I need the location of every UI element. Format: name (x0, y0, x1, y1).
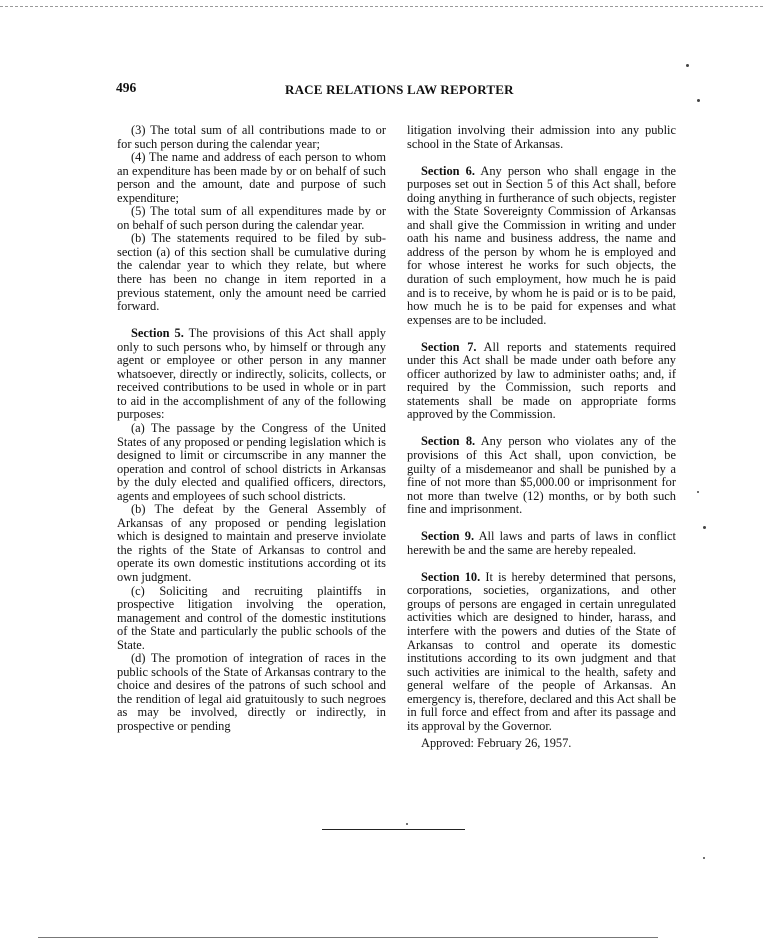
approval-date: Approved: February 26, 1957. (421, 736, 572, 751)
scan-speck (703, 857, 705, 859)
section-7-paragraph: Section 7. All reports and statements required under this Act shall be made under oath before any officer authorized by law to administer oaths; and, if required by the Commission, such reports and statements shall be made on appropriate forms approved by the Commission. (407, 339, 677, 422)
end-rule (322, 829, 465, 830)
paragraph: (b) The statements required to be filed by sub-section (a) of this section shall be cumulative during the calendar year to which they relate, but where there has been no change in item reported in a previous statement, only the amount need be carried forward. (117, 231, 386, 314)
paragraph: litigation involving their admission into any public school in the State of Arkansas. (407, 123, 676, 151)
paragraph: (c) Soliciting and recruiting plaintiffs in prospective litigation involving the operation, management and control of the domestic institutions of the State and particularly the public schools of the State. (117, 583, 386, 652)
paragraph: (4) The name and address of each person to whom an expenditure has been made by or on behalf of such person and the amount, date and purpose of such expenditure; (117, 150, 386, 205)
paragraph: (d) The promotion of integration of races in the public schools of the State of Arkansas contrary to the choice and desires of the patrons of such school and the rendition of legal aid gratuitously to such negroes as may be involved, directly or indirectly, in prospective or pending (117, 651, 386, 734)
section-heading: Section 9. (421, 529, 475, 544)
section-heading: Section 6. (421, 163, 475, 178)
running-title: RACE RELATIONS LAW REPORTER (285, 82, 514, 97)
paragraph: (a) The passage by the Congress of the United States of any proposed or pending legislation which is designed to limit or circumscribe in any manner the operation and control of school districts in Arkansas by the duly elected and qualified officers, directors, agents and employees of such school districts. (117, 420, 386, 503)
scan-speck (686, 64, 689, 67)
section-heading: Section 8. (421, 434, 476, 449)
scan-speck (406, 823, 408, 825)
section-9-paragraph: Section 9. All laws and parts of laws in conflict herewith be and the same are hereby repealed. (407, 529, 676, 557)
paragraph: (3) The total sum of all contributions made to or for such person during the calendar year; (117, 123, 386, 151)
scan-speck (697, 99, 700, 102)
scan-bottom-line (38, 937, 658, 938)
page-number: 496 (116, 80, 137, 95)
scan-speck (697, 491, 699, 493)
scan-speck (703, 526, 706, 529)
scan-edge-line (0, 6, 763, 7)
section-10-paragraph: Section 10. It is hereby determined that persons, corporations, societies, organizations, and other groups of persons are engaged in certain unregulated activities which are designed to hinder, harass, and interfere with the powers and duties of the State of Arkansas to control and operate its domestic institutions according to its own judgment and that such activities are inimical to the health, safety and general welfare of the people of Arkansas. An emergency is, therefore, declared and this Act shall be in full force and effect from and after its passage and its approval by the Governor. (407, 569, 676, 733)
section-heading: Section 7. (421, 339, 477, 354)
right-column (407, 124, 676, 751)
section-heading: Section 5. (131, 326, 184, 341)
section-heading: Section 10. (421, 569, 481, 584)
section-5-paragraph: Section 5. The provisions of this Act shall apply only to such persons who, by himself or through any agent or employee or other person in any manner whatsoever, directly or indirectly, solicits, collects, or received contributions to be used in whole or in part to aid in the accomplishment of any of the following purposes: (117, 326, 387, 422)
left-column (117, 124, 386, 734)
paragraph: (5) The total sum of all expenditures made by or on behalf of such person during the calendar year. (117, 204, 386, 232)
section-6-paragraph: Section 6. Any person who shall engage in the purposes set out in Section 5 of this Act shall, before doing anything in furtherance of such objects, register with the State Sovereignty Commission of Arkansas and shall give the Commission in writing and under oath his name and business address, the name and address of the person by whom he is employed and for whose interest he works for such objects, the duration of such employment, how much he is paid and is to receive, by whom he is paid or is to be paid, how much he is to be paid for expenses and what expenses are to be included. (407, 163, 677, 327)
section-8-paragraph: Section 8. Any person who violates any of the provisions of this Act shall, upon conviction, be guilty of a misdemeanor and shall be punished by a fine of not more than $5,000.00 or imprisonment for not more than twelve (12) months, or by both such fine and imprisonment. (407, 434, 677, 517)
paragraph: (b) The defeat by the General Assembly of Arkansas of any proposed or pending legislation which is designed to maintain and preserve inviolate the rights of the State of Arkansas to control and operate its own domestic institutions according ot its own judgment. (117, 502, 386, 584)
